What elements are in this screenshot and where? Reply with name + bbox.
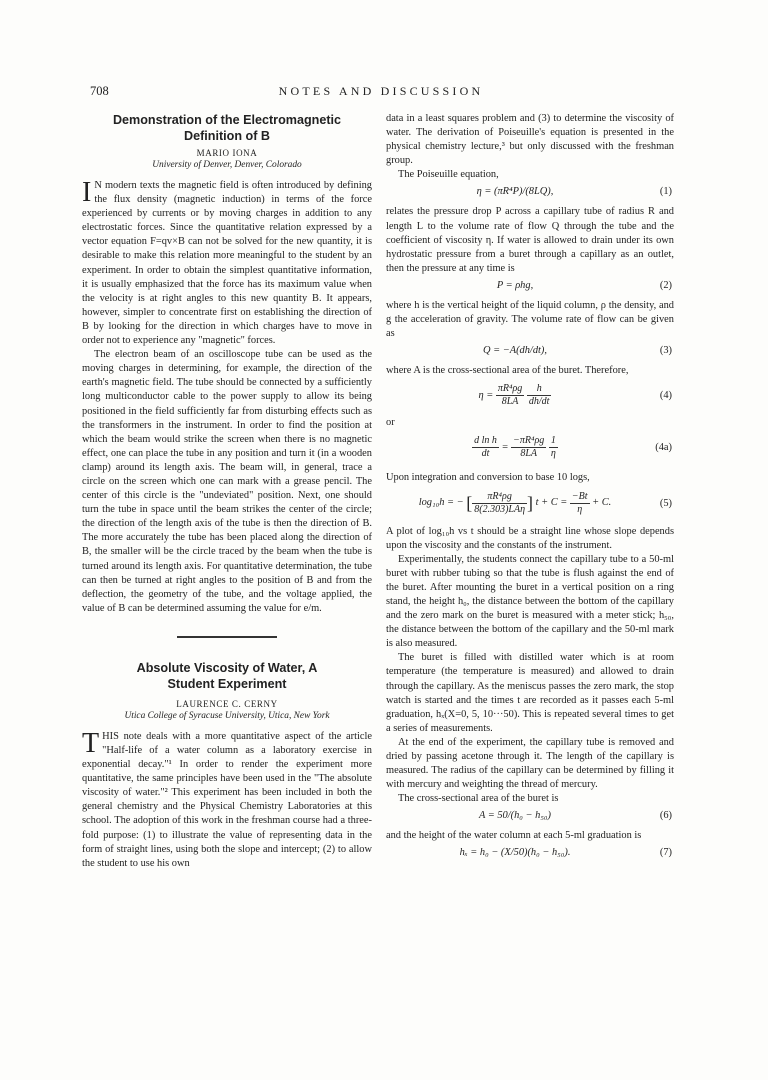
equation-2-body: P = ρhg, [496, 279, 534, 291]
equation-1 [386, 185, 674, 202]
equation-4-number: (4) [659, 390, 672, 402]
article1-author: MARIO IONA [196, 148, 258, 158]
fraction-denominator: η [577, 503, 583, 515]
equation-1-number: (1) [659, 186, 672, 198]
fraction-denominator: 8LA [501, 396, 519, 408]
fraction-denominator: dt [481, 448, 490, 460]
right-paragraph-1: data in a least squares problem and (3) to determine the viscosity of water. The derivation of Poiseuille's equation is presented in the physical chemistry lecture,³ but only discussed with the freshman group. [386, 113, 674, 167]
page-number: 708 [90, 84, 109, 98]
equation-7 [386, 846, 674, 863]
right-paragraph-6: Upon integration and conversion to base 10 logs, [386, 472, 590, 484]
fraction-numerator: −Bt [571, 490, 588, 502]
fraction-numerator: d ln h [474, 435, 497, 447]
fraction-numerator: πR⁴ρg [472, 491, 527, 504]
right-paragraph-8: Experimentally, the students connect the capillary tube to a 50-ml buret with rubber tubing so that the tube is flush against the end of the buret. After mounting the buret in a vertical position on a ring stand, the height h₀, the distance between the bottom of the capillary and the zero mark on the buret is measured with a meter stick; h₅₀, the distance between the bottom of the capillary and the 50-ml mark is also measured. [386, 553, 674, 650]
section-divider [177, 636, 277, 638]
article2-author: LAURENCE C. CERNY [176, 698, 278, 709]
fraction-denominator: η [550, 448, 556, 460]
article2-p1-text: HIS note deals with a more quantitative aspect of the article "Half-life of a water column as a laboratory exercise in exponential decay."¹ In order to render the experiment more quantitative, the same principles have been used in the "The absolute viscosity of water."² This experiment has been included in both the general chemistry and the Physical Chemistry Laboratories at this school. The adoption of this work in the freshman course had a three-fold purpose: (1) to illustrate the value of representing data in the form of straight lines, using both the slope and intercept; (2) to allow the student to use his own [82, 730, 372, 869]
equation-4a [386, 433, 674, 465]
fraction-denominator: 8LA [520, 448, 538, 460]
equation-4-body [386, 383, 644, 408]
fraction-numerator: h [527, 383, 552, 396]
or-connector: or [386, 417, 395, 429]
equation-3-number: (3) [659, 345, 672, 357]
right-column [386, 112, 674, 866]
fraction-denominator: 8(2.303)LAη [474, 503, 526, 515]
right-paragraph-4: where h is the vertical height of the liquid column, ρ the density, and g the acceleration of gravity. The volume rate of flow can be given as [386, 299, 674, 340]
drop-cap: I [82, 177, 92, 208]
equation-3 [386, 344, 674, 361]
article1-p1-text: N modern texts the magnetic field is often introduced by defining the flux density (magnetic induction) in terms of the force experienced by currents or by moving charges in addition to any electrostatic forces. Since the quantitative relation expressed by a vector equation F=qv×B can not be solved for the new quantity, it is desirable to make this relation more meaningful to the student by an experiment. In order to obtain the simplest quantitative information, it is usually emphasized that the force has its maximum value when the velocity is at right angles to this new quantity B. It appears, however, simpler to concentrate first on establishing the direction of B by looking for the direction in which charges have to move in order not to experience any "magnetic" forces. [82, 180, 372, 347]
equation-2 [386, 279, 674, 296]
right-bracket: ] [527, 492, 534, 513]
right-paragraph-9: The buret is filled with distilled water which is at room temperature (the temperature is measured) and allowed to drain through the capillary. As the meniscus passes the zero mark, the stop watch is started and the times t are recorded as it passes each 5-ml graduation, hₓ(X=0, 5, 10···50). This is repeated several times to get a series of measurements. [386, 652, 674, 734]
page-header [90, 84, 672, 100]
right-paragraph-12: and the height of the water column at each 5-ml graduation is [386, 830, 642, 842]
equation-5-fraction-1 [472, 491, 527, 516]
fraction-denominator: dh/dt [528, 396, 550, 408]
fraction-numerator: 1 [550, 435, 556, 447]
article2-paragraph-1 [82, 727, 372, 871]
equation-5-lhs: log₁₀h = − [418, 496, 464, 508]
equation-4a-number: (4a) [655, 442, 672, 454]
equation-5 [386, 489, 674, 521]
equation-5-fraction-2 [570, 491, 590, 516]
equation-7-number: (7) [659, 847, 672, 859]
right-paragraph-2: The Poiseuille equation, [398, 169, 499, 181]
equation-1-body: η = (πR⁴P)/(8LQ), [476, 186, 554, 198]
equation-4a-fraction-2 [549, 435, 558, 460]
article1-title: Demonstration of the Electromagnetic Definition of B [112, 113, 342, 143]
right-paragraph-7: A plot of log₁₀h vs t should be a straight line whose slope depends upon the viscosity and the constants of the instrument. [386, 525, 674, 551]
right-paragraph-3: relates the pressure drop P across a capillary tube of radius R and length L to the volume rate of flow Q through the tube and the coefficient of viscosity η. If water is allowed to drain under its own hydrostatic pressure from a buret through a capillary as an outlet, then the pressure at any time is [386, 206, 674, 274]
equation-6 [386, 809, 674, 826]
equation-5-number: (5) [659, 497, 672, 509]
equation-3-body: Q = −A(dh/dt), [483, 345, 547, 357]
right-paragraph-5: where A is the cross-sectional area of the buret. Therefore, [386, 365, 629, 377]
right-paragraph-10: At the end of the experiment, the capillary tube is removed and dried by passing acetone through it. The length of the capillary is measured. The radius of the capillary can be determined by filling it with mercury and weighting the thread of mercury. [386, 736, 674, 791]
running-head: NOTES AND DISCUSSION [278, 84, 484, 98]
left-column [82, 112, 372, 871]
equation-5-end: + C. [592, 496, 612, 508]
equation-2-number: (2) [659, 279, 672, 291]
article1-paragraph-1 [82, 179, 372, 348]
equation-6-body: A = 50/(h₀ − h₅₀) [479, 810, 551, 822]
equation-4-lhs: η = [478, 389, 494, 401]
article1-paragraph-2: The electron beam of an oscilloscope tube can be used as the moving charges in determining, for example, the direction of the earth's magnetic field. The tube should be connected by a sufficiently long multiconductor cable to the power supply to allow its being positioned in the field sufficiently far from disturbing effects such as the transformers in the instrument. In order to find the position at which the beam would strike the screen when there is no magnetic effect, one can place the tube in any position and turn it (in a wooden clamp) around its length axis. The beam will, in general, trace a circle on the screen which one can mark with a grease pencil. The center of this circle is the "undeviated" position. Next, one should turn the tube in space until the beam strikes the center of the circle; the direction of the length axis of the tube is then the direction of B. The more accurately the tube has been placed along the direction of B, the smaller will be the circle traced by the beam when the tube is turned around its length axis. For quantitative determination, the tube can then be turned at right angles to the position of B and from the deflection, the geometry of the tube, and the voltage applied, the value of B can be determined assuming the value for e/m. [82, 349, 372, 614]
equation-4-fraction-2 [527, 383, 552, 408]
equation-5-middle: t + C = [535, 496, 568, 508]
fraction-numerator: πR⁴ρg [497, 383, 523, 395]
fraction-numerator: −πR⁴ρg [513, 435, 545, 447]
drop-cap: T [82, 727, 100, 759]
equation-5-body [386, 491, 644, 516]
article1-affiliation: University of Denver, Denver, Colorado [152, 160, 302, 170]
equals-sign: = [501, 441, 509, 453]
equation-4 [386, 381, 674, 413]
equation-7-body: hₓ = h₀ − (X/50)(h₀ − h₅₀). [459, 847, 571, 859]
equation-4a-body [386, 435, 644, 460]
equation-4-fraction-1 [496, 383, 524, 408]
article2-title: Absolute Viscosity of Water, A Student Experiment [136, 660, 318, 691]
left-bracket: [ [466, 492, 473, 513]
equation-4a-fraction-0 [472, 435, 499, 460]
equation-4a-fraction-1 [511, 435, 546, 460]
article2-affiliation: Utica College of Syracuse University, Utica, New York [124, 710, 330, 721]
right-paragraph-11: The cross-sectional area of the buret is [398, 793, 559, 805]
equation-6-number: (6) [659, 810, 672, 822]
